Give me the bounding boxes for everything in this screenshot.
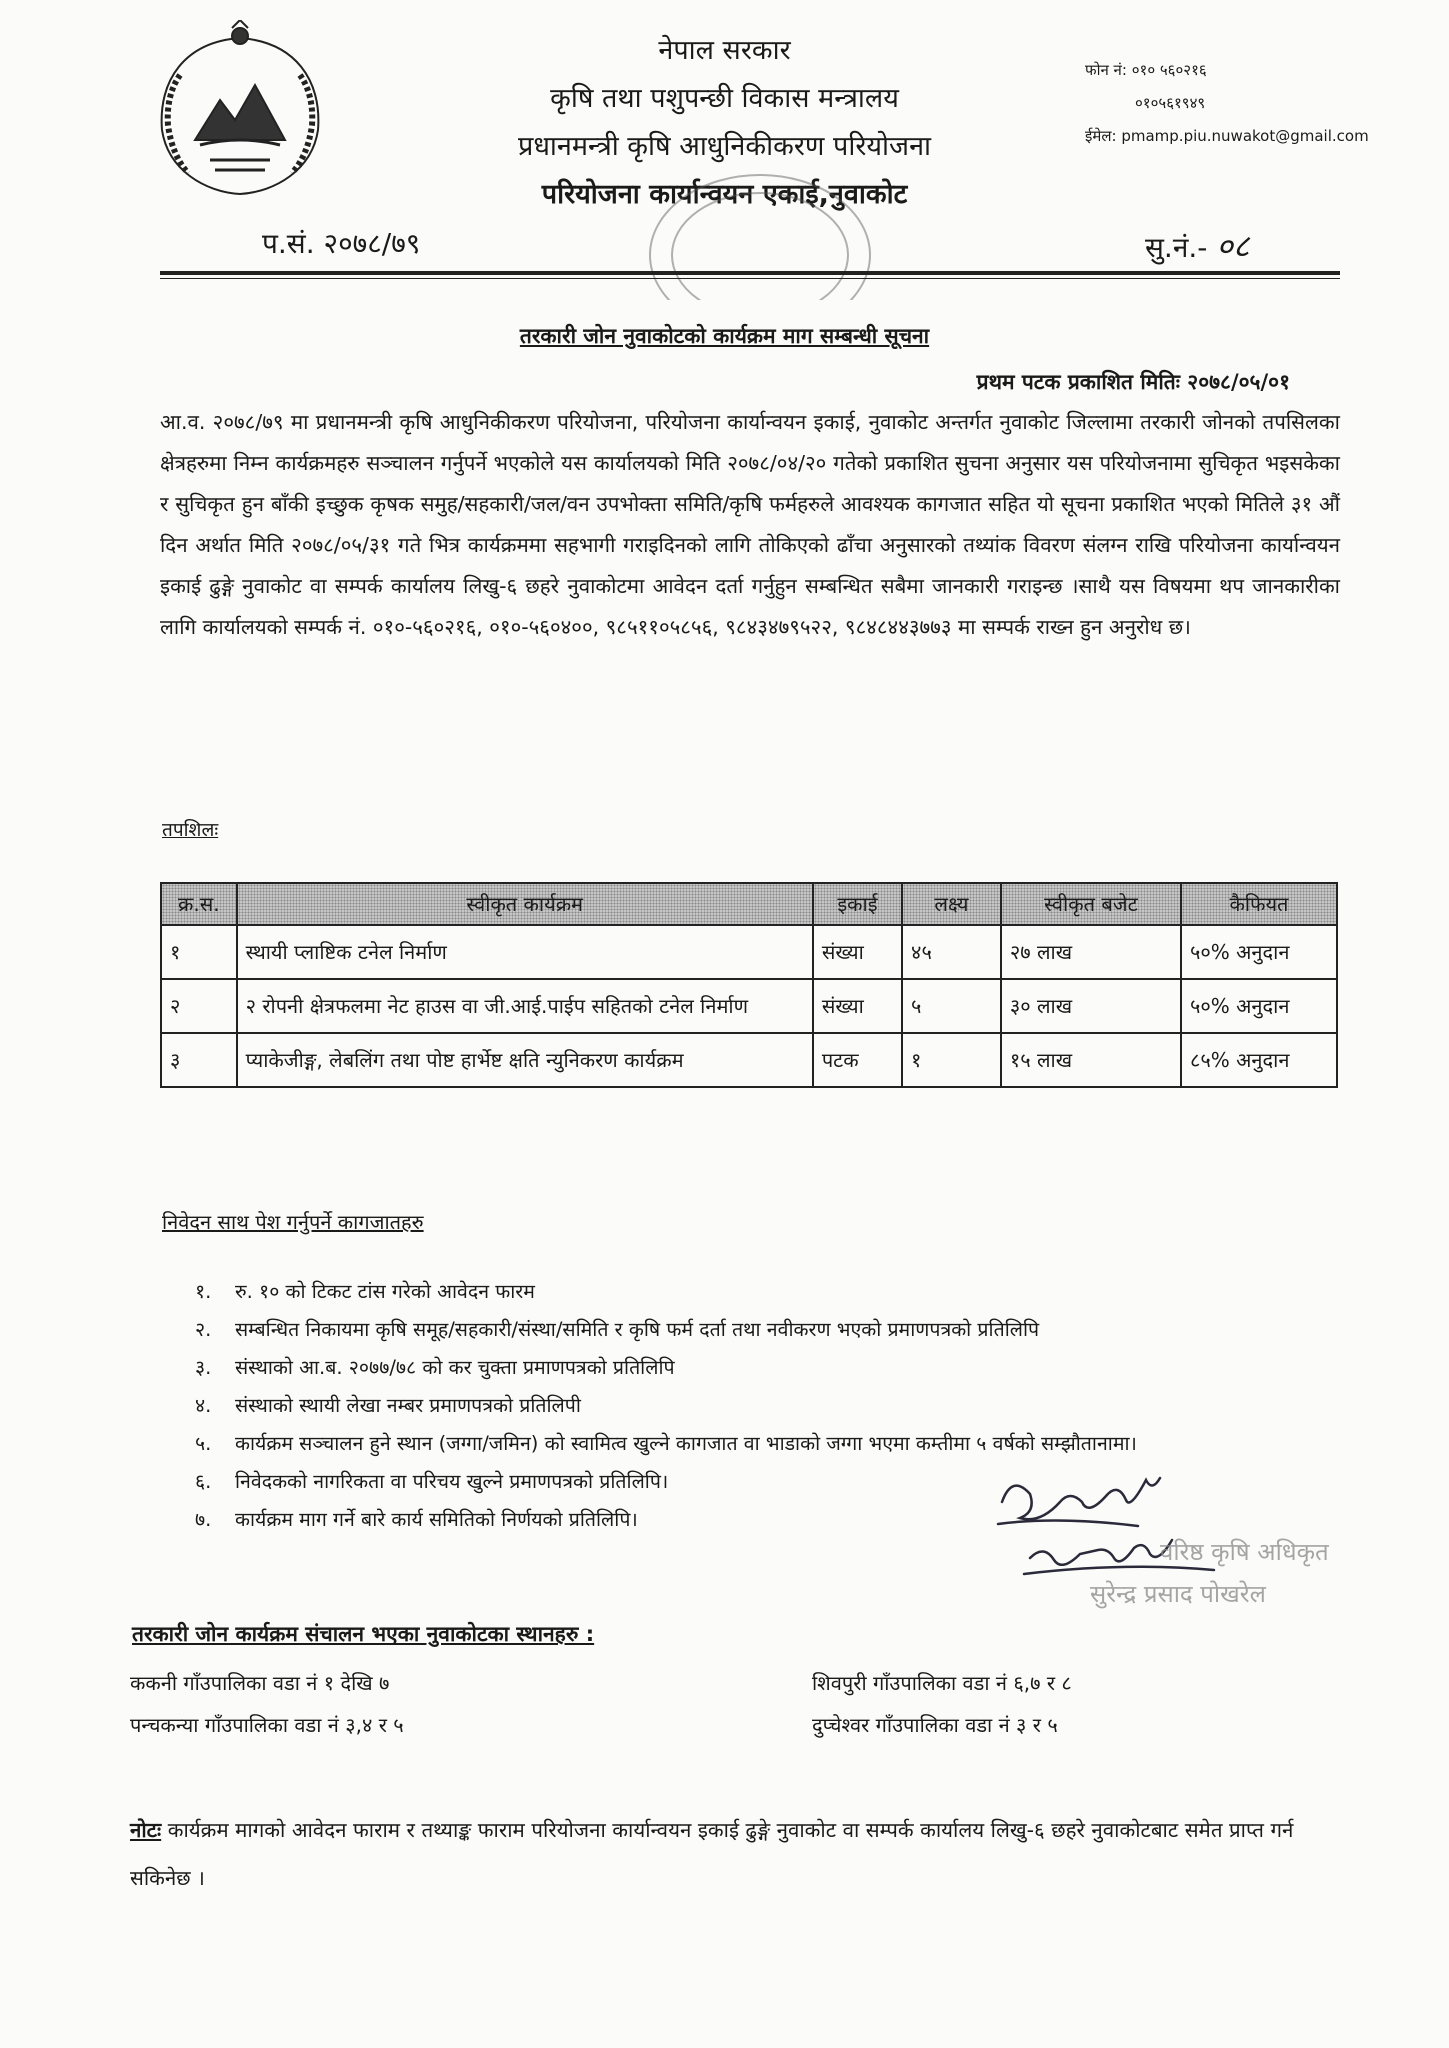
cell-remark: ५०% अनुदान [1181, 979, 1337, 1033]
published-date: प्रथम पटक प्रकाशित मितिः २०७८/०५/०१ [976, 370, 1290, 394]
phone-line-2 [1085, 87, 1425, 120]
list-item-number: २. [195, 1318, 212, 1341]
notice-body: आ.व. २०७८/७९ मा प्रधानमन्त्री कृषि आधुनिकीकरण परियोजना, परियोजना कार्यान्वयन इकाई, नुवाकोट अन्तर्गत नुवाकोट जिल्लामा तरकारी जोनको तपसिलका क्षेत्रहरुमा निम्न कार्यक्रमहरु सञ्चालन गर्नुपर्ने भएकोले यस कार्यालयको मिति २०७८/०४/२० गतेको प्रकाशित सुचना अनुसार यस परियोजनामा सुचिकृत भइसकेका र सुचिकृत हुन बाँकी इच्छुक कृषक समुह/सहकारी/जल/वन उपभोक्ता समिति/कृषि फर्महरुले आवश्यक कागजात सहित यो सूचना प्रकाशित भएको मितिले ३१ औं दिन अर्थात मिति २०७८/०५/३१ गते भित्र कार्यक्रममा सहभागी गराइदिनको लागि तोकिएको ढाँचा अनुसारको तथ्यांक विवरण संलग्न राखि परियोजना कार्यान्वयन इकाई ढुङ्गे नुवाकोट वा सम्पर्क कार्यालय लिखु-६ छहरे नुवाकोटमा आवेदन दर्ता गर्नुहुन सम्बन्धित सबैमा जानकारी गराइन्छ ।साथै यस विषयमा थप जानकारीका लागि कार्यालयको सम्पर्क नं. ०१०-५६०२१६, ०१०-५६०४००, ९८५११०५८५६, ९८४३४७९५२२, ९८४८४४३७७३ मा सम्पर्क राख्न हुन अनुरोध छ। [160, 410, 1340, 639]
phone-label: फोन नं: [1085, 61, 1127, 79]
list-item [195, 1387, 1345, 1425]
col-header-program: स्वीकृत कार्यक्रम [237, 883, 813, 925]
email-address: pmamp.piu.nuwakot@gmail.com [1121, 127, 1369, 145]
cell-sn: ३ [161, 1033, 237, 1087]
officer-signature [990, 1462, 1360, 1642]
col-header-sn: क्र.स. [161, 883, 237, 925]
signature-title: वरिष्ठ कृषि अधिकृत [1160, 1538, 1329, 1566]
cell-budget: २७ लाख [1001, 925, 1181, 979]
cell-program: २ रोपनी क्षेत्रफलमा नेट हाउस वा जी.आई.पाईप सहितको टनेल निर्माण [237, 979, 813, 1033]
location-item: दुप्चेश्वर गाँउपालिका वडा नं ३ र ५ [812, 1713, 1058, 1737]
list-item-text: संस्थाको स्थायी लेखा नम्बर प्रमाणपत्रको प्रतिलिपी [235, 1394, 581, 1417]
email-label: ईमेल: [1085, 127, 1117, 145]
cell-sn: २ [161, 979, 237, 1033]
cell-sn: १ [161, 925, 237, 979]
contact-block [1085, 54, 1425, 153]
phone-line-1 [1085, 54, 1425, 87]
cell-budget: ३० लाख [1001, 979, 1181, 1033]
note-label: नोटः [130, 1818, 162, 1842]
list-item [195, 1311, 1345, 1349]
list-item-text: संस्थाको आ.ब. २०७७/७८ को कर चुक्ता प्रमाणपत्रको प्रतिलिपि [235, 1356, 675, 1379]
notice-number [1145, 224, 1250, 267]
email-line [1085, 120, 1425, 153]
table-row [161, 1033, 1337, 1087]
locations-left [130, 1662, 404, 1746]
list-item [195, 1273, 1345, 1311]
table-header-row [161, 883, 1337, 925]
unit-name: परियोजना कार्यान्वयन एकाई,नुवाकोट [541, 179, 908, 210]
note-block [130, 1806, 1350, 1902]
program-table [160, 882, 1338, 1088]
phone-number-2: ०१०५६१९४९ [1135, 94, 1206, 112]
cell-target: १ [902, 1033, 1001, 1087]
list-item-text: निवेदकको नागरिकता वा परिचय खुल्ने प्रमाणपत्रको प्रतिलिपि। [235, 1470, 669, 1493]
ministry-name: कृषि तथा पशुपन्छी विकास मन्त्रालय [550, 83, 899, 114]
col-header-remark: कैफियत [1181, 883, 1337, 925]
header-rule-thick [160, 271, 1340, 275]
note-text: कार्यक्रम मागको आवेदन फाराम र तथ्याङ्क फाराम परियोजना कार्यान्वयन इकाई ढुङ्गे नुवाकोट वा सम्पर्क कार्यालय लिखु-६ छहरे नुवाकोटबाट समेत प्राप्त गर्न सकिनेछ । [130, 1818, 1294, 1890]
notice-title: तरकारी जोन नुवाकोटको कार्यक्रम माग सम्बन्धी सूचना [519, 324, 930, 348]
cell-remark: ८५% अनुदान [1181, 1033, 1337, 1087]
cell-program: स्थायी प्लाष्टिक टनेल निर्माण [237, 925, 813, 979]
reference-number: प.सं. २०७८/७९ [262, 227, 421, 260]
documents-heading: निवेदन साथ पेश गर्नुपर्ने कागजातहरु [162, 1210, 424, 1234]
list-item-number: ७. [195, 1508, 212, 1531]
table-row [161, 979, 1337, 1033]
government-name: नेपाल सरकार [658, 35, 791, 66]
location-item: शिवपुरी गाँउपालिका वडा नं ६,७ र ८ [812, 1671, 1072, 1695]
col-header-budget: स्वीकृत बजेट [1001, 883, 1181, 925]
list-item-text: कार्यक्रम सञ्चालन हुने स्थान (जग्गा/जमिन) को स्वामित्व खुल्ने कागजात वा भाडाको जग्गा भएमा कम्तीमा ५ वर्षको सम्झौतानामा। [235, 1432, 1137, 1455]
list-item-text: कार्यक्रम माग गर्ने बारे कार्य समितिको निर्णयको प्रतिलिपि। [235, 1508, 638, 1531]
project-name: प्रधानमन्त्री कृषि आधुनिकीकरण परियोजना [517, 131, 932, 162]
list-item-number: ६. [195, 1470, 212, 1493]
header-rule-thin [160, 278, 1340, 279]
cell-unit: पटक [813, 1033, 902, 1087]
phone-number-1: ०१० ५६०२१६ [1131, 61, 1207, 79]
list-item-text: रु. १० को टिकट टांस गरेको आवेदन फारम [235, 1280, 535, 1303]
list-item-text: सम्बन्धित निकायमा कृषि समूह/सहकारी/संस्था/समिति र कृषि फर्म दर्ता तथा नवीकरण भएको प्रमाणपत्रको प्रतिलिपि [235, 1318, 1040, 1341]
office-stamp [635, 160, 885, 300]
location-item: पन्चकन्या गाँउपालिका वडा नं ३,४ र ५ [130, 1713, 404, 1737]
notice-number-value: ०८ [1216, 227, 1250, 265]
signature-name: सुरेन्द्र प्रसाद पोखरेल [1090, 1580, 1266, 1608]
col-header-target: लक्ष्य [902, 883, 1001, 925]
list-item-number: ५. [195, 1432, 212, 1455]
list-item-number: १. [195, 1280, 212, 1303]
cell-target: ४५ [902, 925, 1001, 979]
table-row [161, 925, 1337, 979]
cell-remark: ५०% अनुदान [1181, 925, 1337, 979]
cell-target: ५ [902, 979, 1001, 1033]
cell-unit: संख्या [813, 925, 902, 979]
list-item [195, 1425, 1345, 1463]
list-item-number: ३. [195, 1356, 212, 1379]
notice-number-label: सु.नं.- [1145, 231, 1208, 264]
cell-program: प्याकेजीङ्ग, लेबलिंग तथा पोष्ट हार्भेष्ट क्षति न्युनिकरण कार्यक्रम [237, 1033, 813, 1087]
list-item-number: ४. [195, 1394, 212, 1417]
cell-unit: संख्या [813, 979, 902, 1033]
cell-budget: १५ लाख [1001, 1033, 1181, 1087]
location-item: ककनी गाँउपालिका वडा नं १ देखि ७ [130, 1671, 390, 1695]
details-label: तपशिलः [162, 819, 219, 841]
list-item [195, 1349, 1345, 1387]
locations-right [812, 1662, 1072, 1746]
col-header-unit: इकाई [813, 883, 902, 925]
locations-heading: तरकारी जोन कार्यक्रम संचालन भएका नुवाकोटका स्थानहरु : [132, 1622, 595, 1646]
